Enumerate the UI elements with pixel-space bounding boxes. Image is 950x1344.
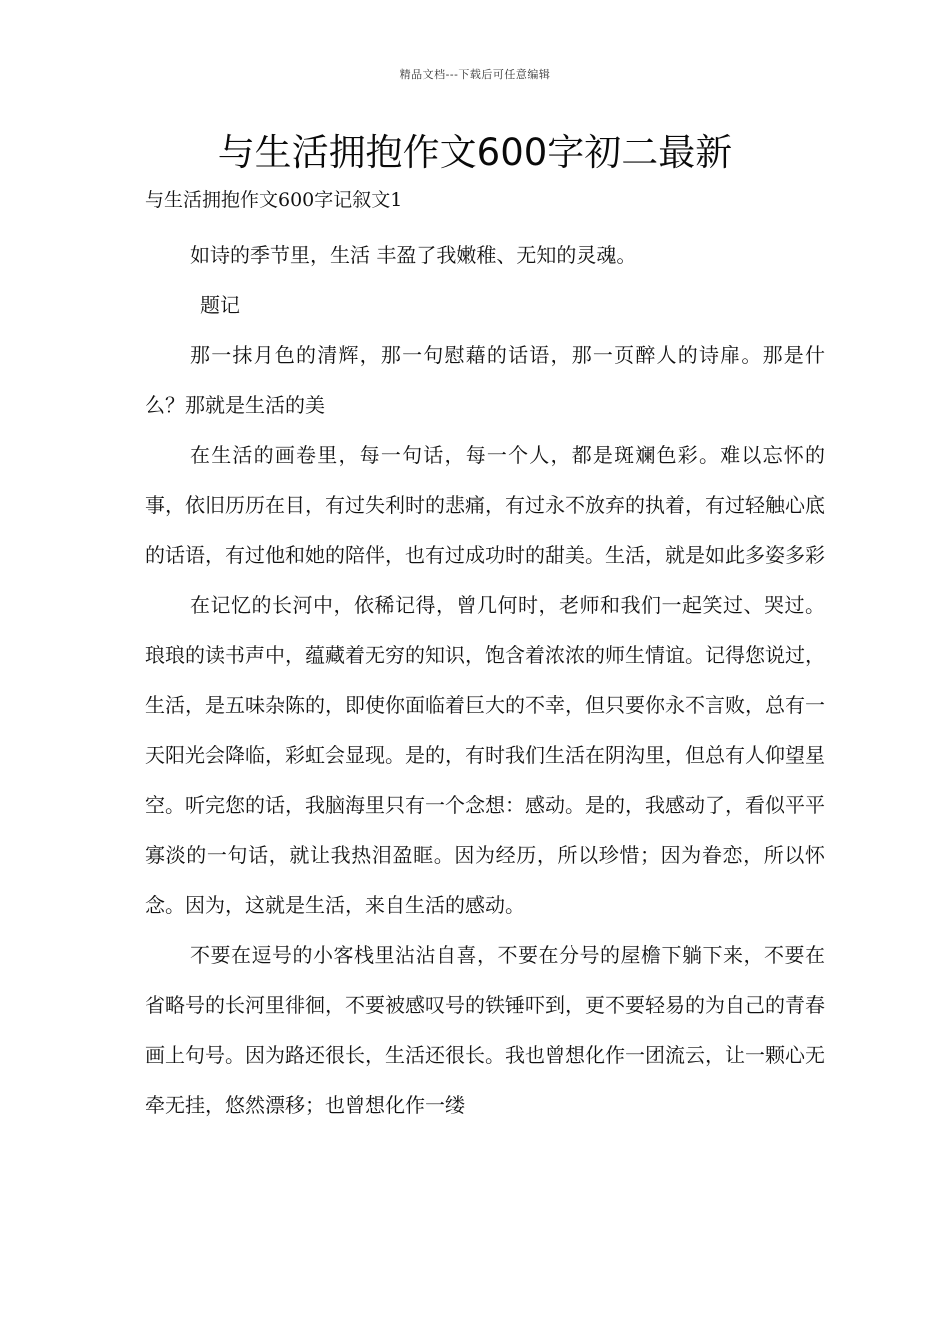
- header-note: 精品文档---下载后可任意编辑: [399, 68, 551, 81]
- paragraph: 在记忆的长河中，依稀记得，曾几何时，老师和我们一起笑过、哭过。琅琅的读书声中，蕴藏着无穷的知识，饱含着浓浓的师生情谊。记得您说过，生活，是五味杂陈的，即使你面临着巨大的不幸，但只要你永不言败，总有一天阳光会降临，彩虹会显现。是的，有时我们生活在阴沟里，但总有人仰望星空。听完您的话，我脑海里只有一个念想：感动。是的，我感动了，看似平平寡淡的一句话，就让我热泪盈眶。因为经历，所以珍惜；因为眷恋，所以怀念。因为，这就是生活，来自生活的感动。: [145, 593, 825, 917]
- paragraph: 不要在逗号的小客栈里沾沾自喜，不要在分号的屋檐下躺下来，不要在省略号的长河里徘徊，不要被感叹号的铁锤吓到，更不要轻易的为自己的青春画上句号。因为路还很长，生活还很长。我也曾想化作一团流云，让一颗心无牵无挂，悠然漂移；也曾想化作一缕: [145, 943, 825, 1117]
- paragraph: 那一抹月色的清辉，那一句慰藉的话语，那一页醉人的诗扉。那是什么？那就是生活的美: [145, 343, 825, 417]
- paragraph-epigraph-sign: 题记: [200, 293, 240, 317]
- essay-subtitle: 与生活拥抱作文600字记叙文1: [145, 189, 403, 211]
- paragraph: 如诗的季节里，生活 丰盈了我嫩稚、无知的灵魂。: [190, 243, 637, 267]
- paragraph: 在生活的画卷里，每一句话，每一个人，都是斑斓色彩。难以忘怀的事，依旧历历在目，有过失利时的悲痛，有过永不放弃的执着，有过轻触心底的话语，有过他和她的陪伴，也有过成功时的甜美。生活，就是如此多姿多彩: [145, 443, 825, 567]
- page-title: 与生活拥抱作文600字初二最新: [217, 131, 733, 174]
- essay-body: [145, 230, 825, 1130]
